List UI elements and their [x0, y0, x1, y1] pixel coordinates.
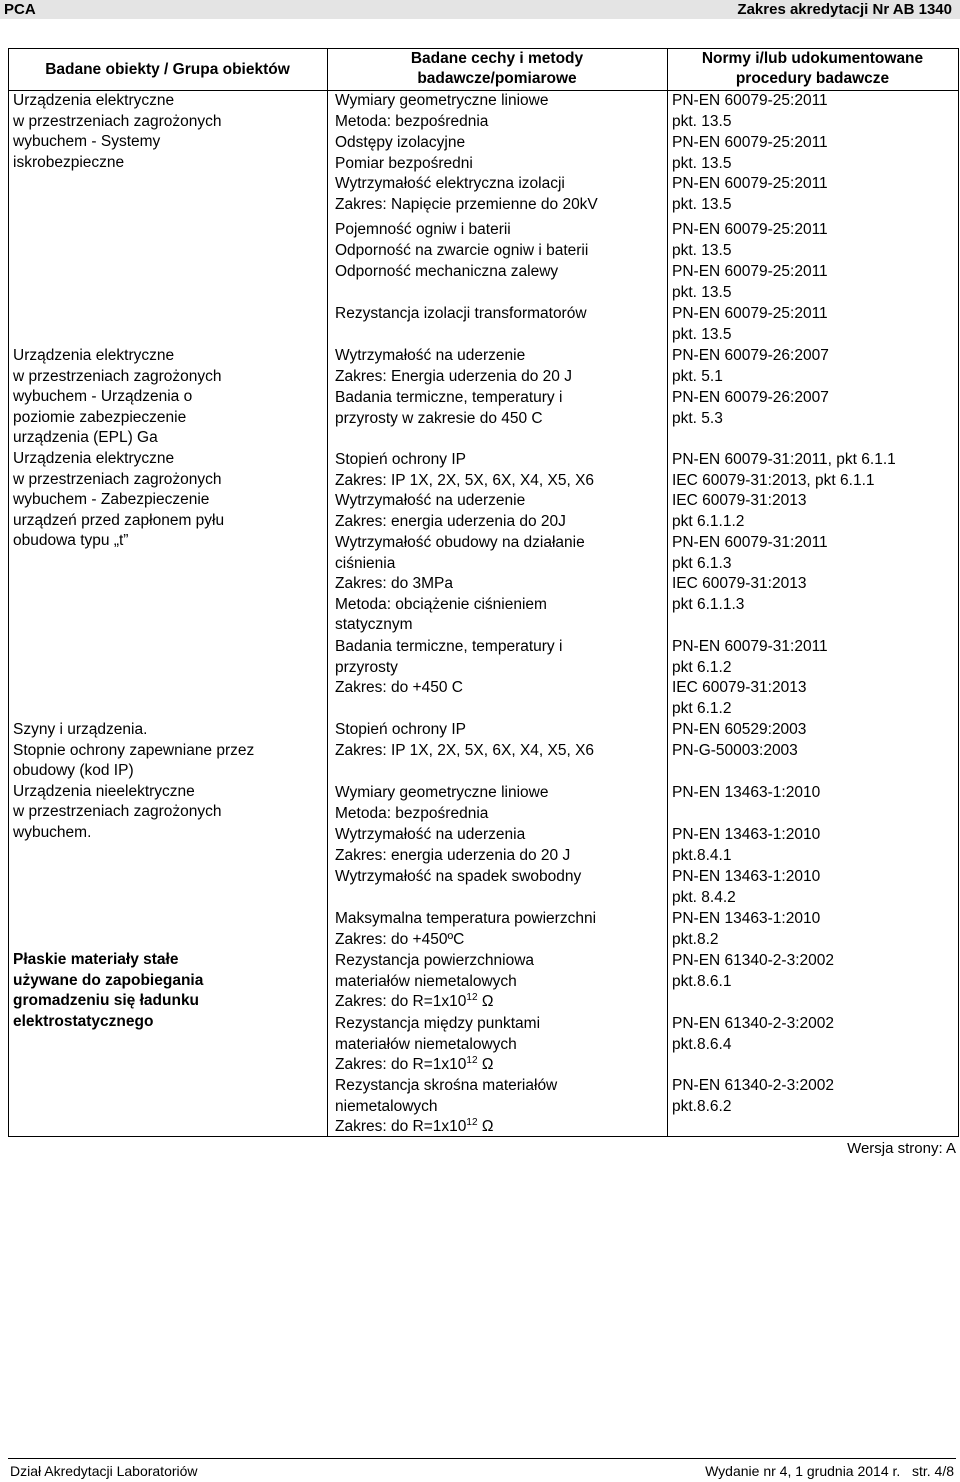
- method-line: [335, 195, 598, 216]
- norm-line: PN-G-50003:2003: [672, 741, 798, 759]
- method-line: [335, 133, 465, 154]
- method-text: Zakres: do R=1x10: [335, 993, 467, 1011]
- method-line: [335, 1014, 540, 1035]
- object-line: Urządzenia elektryczne: [13, 450, 175, 467]
- method-line: [335, 241, 588, 262]
- object-line: poziomie zabezpieczenie: [13, 408, 187, 426]
- unit-ohm: Ω: [477, 993, 494, 1011]
- method-line: [335, 846, 570, 867]
- method-text: Metoda: obciążenie ciśnieniem: [335, 595, 547, 613]
- unit-ohm: Ω: [477, 1056, 494, 1074]
- method-text: Stopień ochrony IP: [335, 721, 466, 738]
- norm-line: PN-EN 60079-25:2011: [672, 134, 828, 151]
- norm-line: PN-EN 60079-31:2011: [672, 534, 828, 551]
- object-line: wybuchem - Urządzenia o: [13, 388, 193, 406]
- norm-line: PN-EN 61340-2-3:2002: [672, 952, 834, 969]
- method-text: Odstępy izolacyjne: [335, 134, 466, 151]
- object-line: urządzeń przed zapłonem pyłu: [13, 511, 225, 529]
- method-text: Zakres: do +450ºC: [335, 930, 465, 948]
- method-line: [335, 637, 562, 658]
- norm-line: PN-EN 60079-25:2011: [672, 305, 828, 322]
- norm-line: PN-EN 61340-2-3:2002: [672, 1015, 834, 1032]
- norm-line: PN-EN 60079-25:2011: [672, 221, 828, 238]
- norm-line: pkt. 13.5: [672, 325, 732, 343]
- method-line: [335, 678, 463, 699]
- method-text: Metoda: bezpośrednia: [335, 112, 489, 130]
- norm-line: pkt 6.1.3: [672, 554, 732, 572]
- method-text: Pojemność ogniw i baterii: [335, 221, 511, 238]
- method-text: Wytrzymałość na uderzenie: [335, 347, 526, 364]
- object-line: obudowa typu „t”: [13, 532, 129, 550]
- page-version: Wersja strony: A: [847, 1140, 956, 1157]
- method-text: Odporność na zwarcie ogniw i baterii: [335, 241, 589, 259]
- norm-line: PN-EN 60079-31:2011: [672, 638, 828, 655]
- object-line: w przestrzeniach zagrożonych: [13, 803, 222, 821]
- method-line: [335, 91, 548, 112]
- method-line: [335, 262, 558, 283]
- norm-line: PN-EN 61340-2-3:2002: [672, 1077, 834, 1094]
- method-text: przyrosty w zakresie do 450 C: [335, 409, 543, 427]
- norm-line: pkt. 13.5: [672, 283, 732, 301]
- method-text: Stopień ochrony IP: [335, 451, 466, 468]
- exponent: 12: [466, 1117, 478, 1129]
- col-header-methods-2: badawcze/pomiarowe: [417, 70, 577, 87]
- method-text: ciśnienia: [335, 554, 396, 572]
- object-line: Urządzenia elektryczne: [13, 92, 175, 109]
- method-line: [335, 1117, 493, 1138]
- norm-line: pkt.8.6.2: [672, 1097, 732, 1115]
- object-line: w przestrzeniach zagrożonych: [13, 112, 222, 130]
- object-line: iskrobezpieczne: [13, 153, 125, 171]
- divider-methods: [667, 48, 668, 1136]
- method-line: [335, 825, 525, 846]
- method-line: [335, 972, 517, 993]
- norm-line: PN-EN 13463-1:2010: [672, 826, 821, 843]
- object-line: Stopnie ochrony zapewniane przez: [13, 741, 255, 759]
- exponent: 12: [466, 1055, 478, 1067]
- object-line: Urządzenia nieelektryczne: [13, 782, 195, 800]
- method-line: [335, 491, 525, 512]
- method-line: [335, 783, 548, 804]
- method-line: [335, 1035, 517, 1056]
- method-text: Zakres: IP 1X, 2X, 5X, 6X, X4, X5, X6: [335, 471, 595, 489]
- method-line: [335, 574, 453, 595]
- method-text: Zakres: energia uderzenia do 20 J: [335, 846, 571, 864]
- norm-line: PN-EN 60529:2003: [672, 721, 807, 738]
- object-line: wybuchem.: [13, 824, 92, 841]
- object-line: urządzenia (EPL) Ga: [13, 429, 158, 447]
- method-line: [335, 450, 466, 471]
- norm-line: pkt. 8.4.2: [672, 888, 736, 906]
- method-line: [335, 154, 473, 175]
- method-text: Zakres: Energia uderzenia do 20 J: [335, 367, 572, 385]
- method-text: niemetalowych: [335, 1097, 438, 1115]
- norm-line: pkt.8.6.1: [672, 972, 732, 990]
- norm-line: PN-EN 60079-25:2011: [672, 175, 828, 192]
- method-text: Badania termiczne, temperatury i: [335, 638, 563, 655]
- method-text: Badania termiczne, temperatury i: [335, 389, 563, 406]
- method-line: [335, 658, 398, 679]
- method-text: Metoda: bezpośrednia: [335, 804, 489, 822]
- method-line: [335, 220, 511, 241]
- method-line: [335, 804, 488, 825]
- norm-line: PN-EN 60079-26:2007: [672, 347, 829, 364]
- method-text: materiałów niemetalowych: [335, 972, 517, 990]
- method-line: [335, 367, 572, 388]
- method-line: [335, 388, 562, 409]
- norm-line: pkt.8.6.4: [672, 1035, 732, 1053]
- norm-line: pkt. 5.3: [672, 409, 723, 427]
- norm-line: PN-EN 60079-25:2011: [672, 92, 828, 109]
- norm-line: pkt 6.1.2: [672, 658, 732, 676]
- method-line: [335, 595, 547, 616]
- norm-line: pkt. 13.5: [672, 195, 732, 213]
- method-line: [335, 1097, 438, 1118]
- object-line: Szyny i urządzenia.: [13, 721, 148, 738]
- object-line: Płaskie materiały stałe: [13, 951, 179, 968]
- object-line: używane do zapobiegania: [13, 971, 204, 989]
- col-header-objects: Badane obiekty / Grupa obiektów: [45, 61, 290, 78]
- method-line: [335, 346, 525, 367]
- method-line: [335, 930, 464, 951]
- norm-line: pkt. 13.5: [672, 241, 732, 259]
- object-line: wybuchem - Systemy: [13, 133, 161, 151]
- norm-line: PN-EN 60079-31:2011, pkt 6.1.1: [672, 451, 896, 468]
- object-line: gromadzeniu się ładunku: [13, 992, 200, 1010]
- method-text: Zakres: do R=1x10: [335, 1056, 467, 1074]
- norm-line: pkt 6.1.1.2: [672, 512, 745, 530]
- method-text: materiałów niemetalowych: [335, 1035, 517, 1053]
- norm-line: PN-EN 60079-26:2007: [672, 389, 829, 406]
- border-left: [8, 48, 9, 1136]
- norm-line: pkt 6.1.1.3: [672, 595, 745, 613]
- method-text: Zakres: energia uderzenia do 20J: [335, 512, 566, 530]
- norm-line: PN-EN 13463-1:2010: [672, 784, 821, 801]
- method-line: [335, 304, 587, 325]
- method-text: Zakres: IP 1X, 2X, 5X, 6X, X4, X5, X6: [335, 741, 595, 759]
- norm-line: IEC 60079-31:2013: [672, 492, 807, 509]
- object-line: w przestrzeniach zagrożonych: [13, 470, 222, 488]
- method-line: [335, 174, 565, 195]
- method-line: [335, 867, 581, 888]
- method-line: [335, 554, 395, 575]
- norm-line: PN-EN 13463-1:2010: [672, 868, 821, 885]
- method-line: [335, 992, 493, 1013]
- method-text: Zakres: Napięcie przemienne do 20kV: [335, 195, 598, 213]
- norm-line: PN-EN 13463-1:2010: [672, 910, 821, 927]
- object-line: elektrostatycznego: [13, 1012, 154, 1030]
- method-line: [335, 471, 594, 492]
- object-line: Urządzenia elektryczne: [13, 347, 175, 364]
- method-text: statycznym: [335, 616, 413, 634]
- method-line: [335, 409, 543, 430]
- norm-line: pkt.8.2: [672, 930, 719, 948]
- footer-rule: [8, 1458, 956, 1459]
- norm-line: IEC 60079-31:2013: [672, 679, 807, 697]
- header-right: Zakres akredytacji Nr AB 1340: [737, 1, 952, 18]
- method-text: Wytrzymałość na uderzenia: [335, 826, 526, 843]
- method-text: Rezystancja skrośna materiałów: [335, 1077, 558, 1094]
- method-text: Zakres: do 3MPa: [335, 575, 454, 593]
- norm-line: pkt. 13.5: [672, 112, 732, 130]
- method-text: Wytrzymałość na spadek swobodny: [335, 868, 582, 885]
- norm-line: PN-EN 60079-25:2011: [672, 263, 828, 280]
- method-text: Maksymalna temperatura powierzchni: [335, 910, 597, 927]
- object-line: obudowy (kod IP): [13, 762, 134, 780]
- norm-line: pkt. 5.1: [672, 367, 723, 385]
- method-line: [335, 615, 413, 636]
- method-text: Wytrzymałość elektryczna izolacji: [335, 175, 565, 192]
- method-line: [335, 1055, 493, 1076]
- method-text: przyrosty: [335, 658, 398, 676]
- method-text: Pomiar bezpośredni: [335, 154, 473, 172]
- norm-line: IEC 60079-31:2013: [672, 575, 807, 593]
- col-header-norms-2: procedury badawcze: [735, 70, 890, 87]
- exponent: 12: [466, 992, 478, 1004]
- footer-left: Dział Akredytacji Laboratoriów: [10, 1463, 198, 1479]
- divider-objects: [327, 48, 328, 1136]
- method-line: [335, 112, 488, 133]
- method-line: [335, 909, 596, 930]
- method-text: Wymiary geometryczne liniowe: [335, 92, 549, 109]
- method-line: [335, 720, 466, 741]
- col-header-norms-1: Normy i/lub udokumentowane: [701, 50, 924, 67]
- method-text: Rezystancja powierzchniowa: [335, 952, 535, 969]
- unit-ohm: Ω: [477, 1118, 494, 1136]
- border-right: [958, 48, 959, 1136]
- norm-line: IEC 60079-31:2013, pkt 6.1.1: [672, 471, 875, 489]
- norm-line: pkt.8.4.1: [672, 846, 732, 864]
- norm-line: pkt. 13.5: [672, 154, 732, 172]
- method-line: [335, 951, 534, 972]
- method-line: [335, 512, 566, 533]
- method-text: Wytrzymałość obudowy na działanie: [335, 534, 585, 551]
- method-text: Wytrzymałość na uderzenie: [335, 492, 526, 509]
- col-header-methods-1: Badane cechy i metody: [410, 50, 584, 67]
- method-line: [335, 741, 594, 762]
- footer-right: Wydanie nr 4, 1 grudnia 2014 r. str. 4/8: [705, 1463, 954, 1479]
- method-text: Rezystancja między punktami: [335, 1015, 541, 1032]
- method-text: Odporność mechaniczna zalewy: [335, 263, 559, 280]
- method-text: Rezystancja izolacji transformatorów: [335, 305, 587, 322]
- object-line: w przestrzeniach zagrożonych: [13, 367, 222, 385]
- method-text: Wymiary geometryczne liniowe: [335, 784, 549, 801]
- method-line: [335, 1076, 557, 1097]
- header-left: PCA: [4, 1, 36, 18]
- method-line: [335, 533, 585, 554]
- object-line: wybuchem - Zabezpieczenie: [13, 491, 210, 509]
- norm-line: pkt 6.1.2: [672, 699, 732, 717]
- method-text: Zakres: do R=1x10: [335, 1118, 467, 1136]
- method-text: Zakres: do +450 C: [335, 679, 463, 697]
